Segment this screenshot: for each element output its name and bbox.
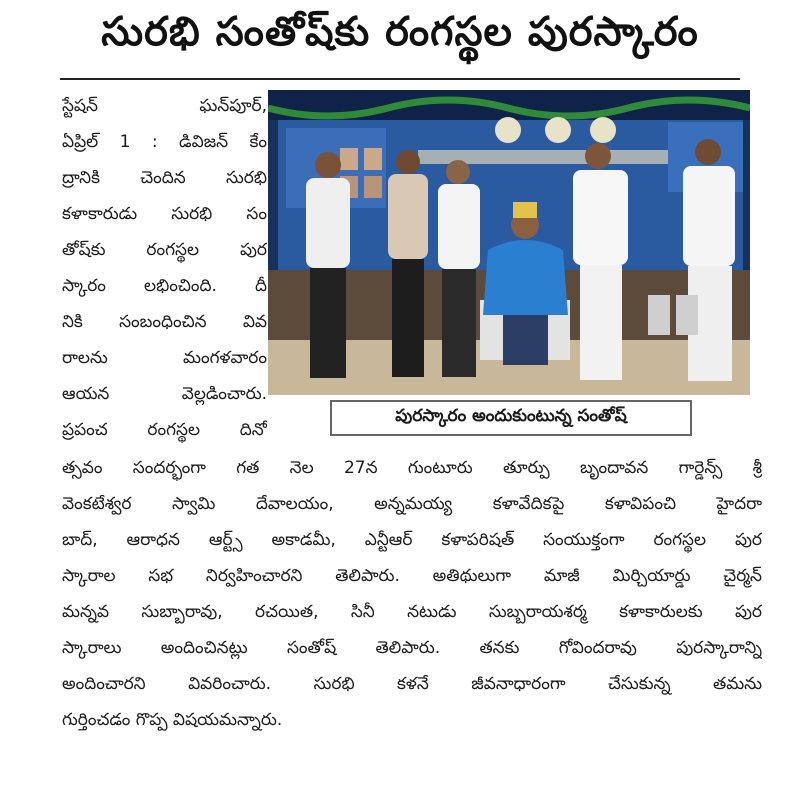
text-line: వెంకటేశ్వర స్వామి దేవాలయం, అన్నమయ్య కళావేదికపై కళావిపంచి హైదరా (62, 494, 762, 514)
headline-text: సురభి సంతోష్‌కు రంగస్థల పురస్కారం (101, 9, 699, 55)
text-line: మన్నవ సుబ్బారావు, రచయిత, సినీ నటుడు సుబ్బరాయశర్మ కళాకారులకు పుర (62, 602, 762, 622)
headline (0, 0, 800, 74)
left-column (62, 88, 267, 448)
text-line: స్టేషన్ ఘన్‌పూర్, (62, 96, 267, 116)
award-ceremony-photo (268, 90, 750, 395)
photo-caption (330, 400, 692, 436)
text-line: తోష్‌కు రంగస్థల పుర (62, 240, 267, 260)
headline-rule (60, 78, 740, 80)
text-line: త్సవం సందర్భంగా గత నెల 27న గుంటూరు తూర్పు బృందావన గార్డెన్స్ శ్రీ (62, 458, 762, 478)
full-width-text (62, 450, 762, 738)
text-line: గుర్తించడం గొప్ప విషయమన్నారు. (62, 710, 283, 730)
text-line: స్కారాల సభ నిర్వహించారని తెలిపారు. అతిథులుగా మాజీ మిర్చియార్డు చైర్మన్ (62, 566, 762, 586)
photo-caption-text: పురస్కారం అందుకుంటున్న సంతోష్ (395, 406, 627, 426)
text-line: స్కారం లభించింది. దీ (62, 276, 267, 296)
text-line: బాద్, ఆరాధన ఆర్ట్స్ అకాడమీ, ఎన్టీఆర్ కళాపరిషత్ సంయుక్తంగా రంగస్థల పుర (62, 530, 762, 550)
text-line: రాలను మంగళవారం (62, 348, 267, 368)
text-line: కళాకారుడు సురభి సం (62, 204, 267, 224)
text-line: అందించారని వివరించారు. సురభి కళనే జీవనాధారంగా చేసుకున్న తమను (62, 674, 762, 694)
text-line: స్కారాలు అందించినట్లు సంతోష్ తెలిపారు. తనకు గోవిందరావు పురస్కారాన్ని (62, 638, 762, 658)
text-line: ఆయన వెల్లడించారు. (62, 384, 267, 404)
text-line: నికి సంబంధించిన వివ (62, 312, 267, 332)
text-line: ఏప్రిల్ 1 : డివిజన్ కేం (62, 132, 267, 152)
text-line: ద్రానికి చెందిన సురభి (62, 168, 267, 188)
text-line: ప్రపంచ రంగస్థల దినో (62, 420, 267, 440)
